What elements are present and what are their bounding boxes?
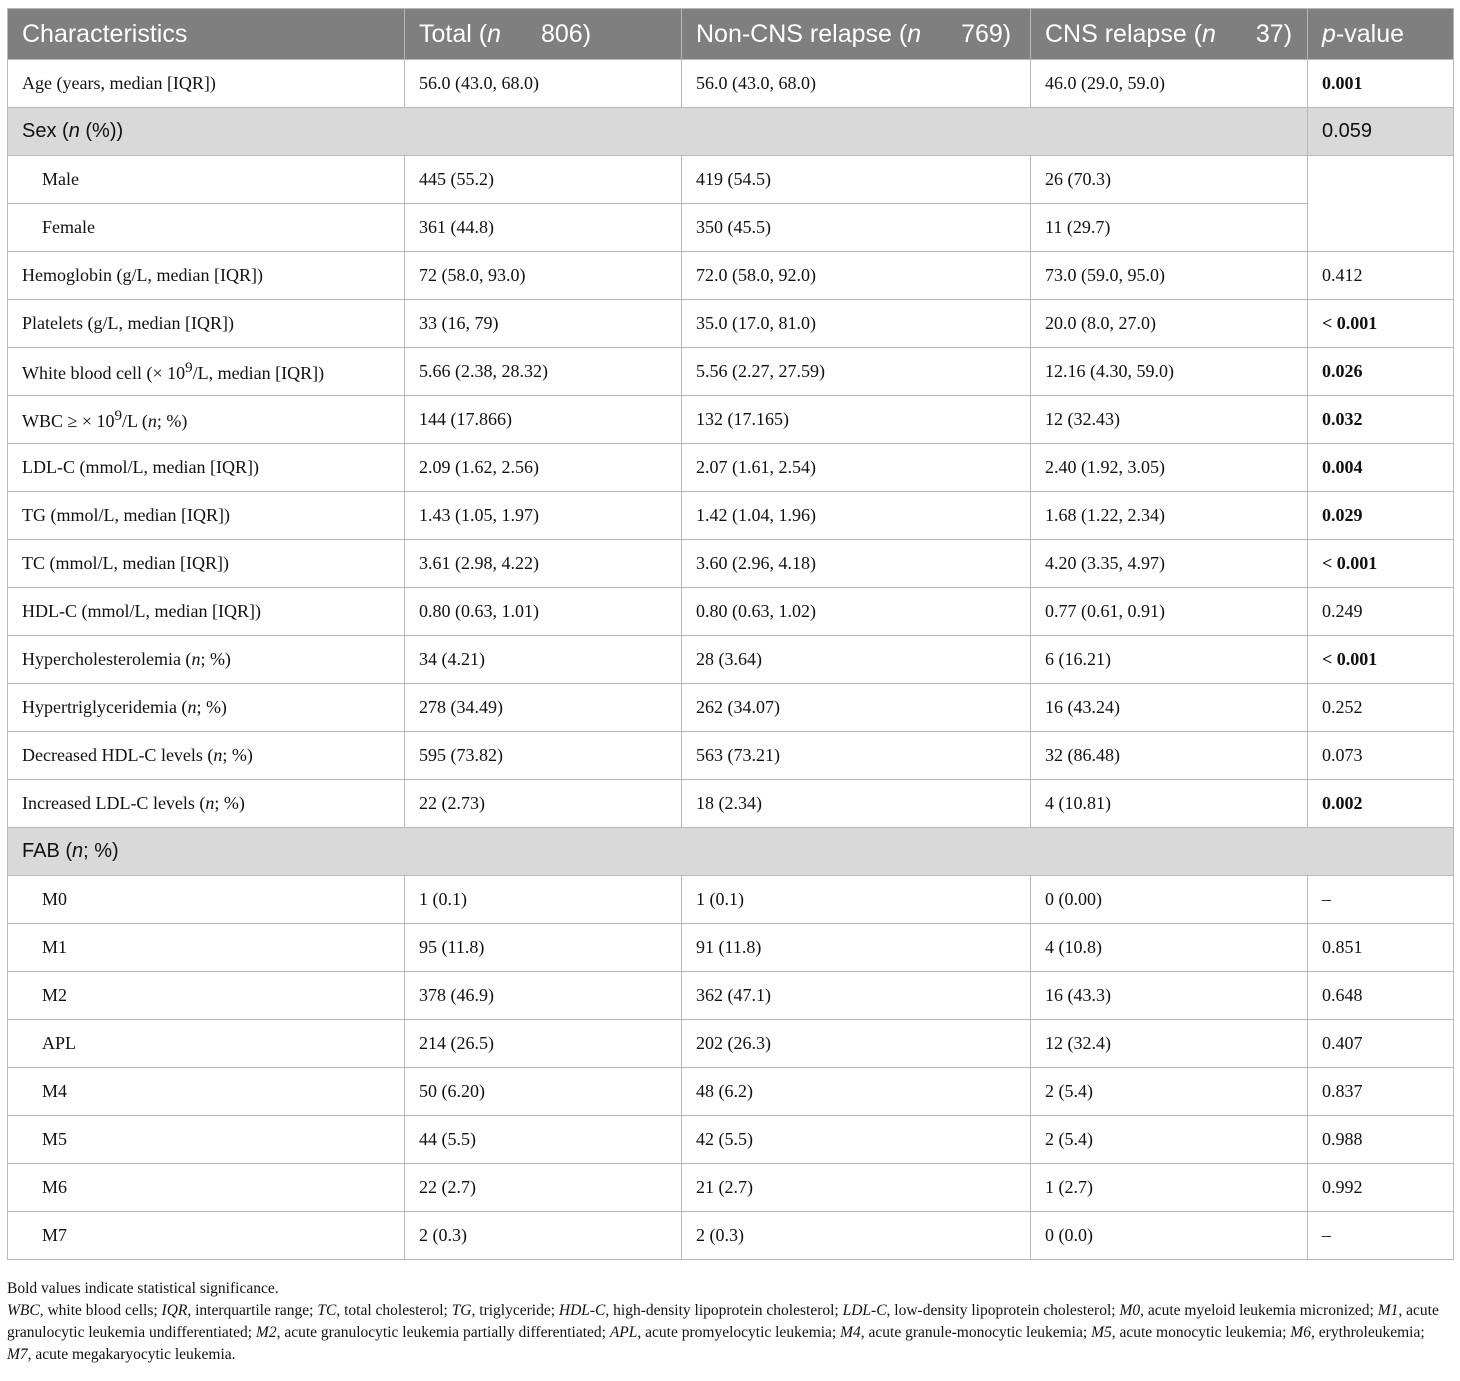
abbr-term: M5 <box>1091 1324 1112 1341</box>
cell-cns: 0 (0.0) <box>1031 1212 1308 1260</box>
cell-total: 214 (26.5) <box>405 1020 682 1068</box>
cell-cns: 0 (0.00) <box>1031 876 1308 924</box>
row-label: Platelets (g/L, median [IQR]) <box>8 300 405 348</box>
table-row <box>8 924 1454 972</box>
abbr-def: , acute myeloid leukemia micronized; <box>1140 1302 1378 1319</box>
table-row <box>8 1020 1454 1068</box>
cell-non-cns: 3.60 (2.96, 4.18) <box>682 540 1031 588</box>
cell-total: 445 (55.2) <box>405 156 682 204</box>
cell-p-value: 0.004 <box>1308 444 1454 492</box>
row-label: Decreased HDL-C levels (n; %) <box>8 732 405 780</box>
table-row <box>8 444 1454 492</box>
cell-total: 5.66 (2.38, 28.32) <box>405 348 682 396</box>
row-label: LDL-C (mmol/L, median [IQR]) <box>8 444 405 492</box>
cell-non-cns: 202 (26.3) <box>682 1020 1031 1068</box>
abbr-def: , low-density lipoprotein cholesterol; <box>886 1302 1120 1319</box>
cell-p-value: 0.992 <box>1308 1164 1454 1212</box>
table-row <box>8 300 1454 348</box>
cell-non-cns: 0.80 (0.63, 1.02) <box>682 588 1031 636</box>
header-non-cns: Non-CNS relapse (n 769) <box>682 9 1031 60</box>
cell-cns: 16 (43.24) <box>1031 684 1308 732</box>
cell-p-value: < 0.001 <box>1308 636 1454 684</box>
cell-p-value: < 0.001 <box>1308 300 1454 348</box>
abbr-def: , interquartile range; <box>187 1302 318 1319</box>
cell-p-value: 0.029 <box>1308 492 1454 540</box>
row-label: HDL-C (mmol/L, median [IQR]) <box>8 588 405 636</box>
row-label: WBC ≥ × $10^9/L$ (n; %) <box>8 396 405 444</box>
cell-p-value: 0.988 <box>1308 1116 1454 1164</box>
table-container <box>7 8 1453 1260</box>
abbr-term: APL <box>609 1324 638 1341</box>
abbr-term: M7 <box>7 1346 28 1363</box>
table-row <box>8 396 1454 444</box>
abbr-def: , acute promyelocytic leukemia; <box>637 1324 841 1341</box>
header-total: Total (n 806) <box>405 9 682 60</box>
cell-total: 144 (17.866) <box>405 396 682 444</box>
table-row <box>8 876 1454 924</box>
header-p-value: p-value <box>1308 9 1454 60</box>
abbreviations-note <box>7 1300 1453 1366</box>
cell-p-value: 0.412 <box>1308 252 1454 300</box>
abbr-term: M6 <box>1290 1324 1312 1341</box>
cell-cns: 4 (10.81) <box>1031 780 1308 828</box>
cell-p-value: 0.032 <box>1308 396 1454 444</box>
table-row <box>8 780 1454 828</box>
cell-non-cns: 2 (0.3) <box>682 1212 1031 1260</box>
table-row <box>8 972 1454 1020</box>
cell-p-value: 0.002 <box>1308 780 1454 828</box>
cell-non-cns: 1 (0.1) <box>682 876 1031 924</box>
row-label: Female <box>8 204 405 252</box>
abbr-term: M1 <box>1377 1302 1399 1319</box>
cell-cns: 46.0 (29.0, 59.0) <box>1031 60 1308 108</box>
cell-non-cns: 5.56 (2.27, 27.59) <box>682 348 1031 396</box>
cell-total: 3.61 (2.98, 4.22) <box>405 540 682 588</box>
cell-non-cns: 72.0 (58.0, 92.0) <box>682 252 1031 300</box>
cell-total: 72 (58.0, 93.0) <box>405 252 682 300</box>
table-row <box>8 492 1454 540</box>
row-label: Hypertriglyceridemia (n; %) <box>8 684 405 732</box>
abbr-term: TG <box>451 1302 472 1319</box>
cell-total: 34 (4.21) <box>405 636 682 684</box>
cell-p-value: 0.249 <box>1308 588 1454 636</box>
table-row <box>8 732 1454 780</box>
cell-non-cns: 362 (47.1) <box>682 972 1031 1020</box>
cell-non-cns: 48 (6.2) <box>682 1068 1031 1116</box>
cell-cns: 20.0 (8.0, 27.0) <box>1031 300 1308 348</box>
abbr-def: , triglyceride; <box>471 1302 559 1319</box>
table-footnotes <box>7 1278 1453 1366</box>
cell-total: 22 (2.7) <box>405 1164 682 1212</box>
row-label: Age (years, median [IQR]) <box>8 60 405 108</box>
cell-cns: 2 (5.4) <box>1031 1068 1308 1116</box>
cell-non-cns: 35.0 (17.0, 81.0) <box>682 300 1031 348</box>
row-label: M6 <box>8 1164 405 1212</box>
row-label: TC (mmol/L, median [IQR]) <box>8 540 405 588</box>
table-row <box>8 1068 1454 1116</box>
cell-non-cns: 42 (5.5) <box>682 1116 1031 1164</box>
table-row <box>8 636 1454 684</box>
cell-total: 22 (2.73) <box>405 780 682 828</box>
abbr-term: IQR <box>161 1302 188 1319</box>
cell-p-value: < 0.001 <box>1308 540 1454 588</box>
cell-cns: 0.77 (0.61, 0.91) <box>1031 588 1308 636</box>
row-label: Male <box>8 156 405 204</box>
cell-cns: 2.40 (1.92, 3.05) <box>1031 444 1308 492</box>
row-label: Increased LDL-C levels (n; %) <box>8 780 405 828</box>
cell-p-value: 0.851 <box>1308 924 1454 972</box>
row-label: Hypercholesterolemia (n; %) <box>8 636 405 684</box>
cell-non-cns: 563 (73.21) <box>682 732 1031 780</box>
group-label: FAB (n; %) <box>8 828 1454 876</box>
cell-total: 1.43 (1.05, 1.97) <box>405 492 682 540</box>
abbr-def: , acute granulocytic leukemia undifferentiated; <box>7 1302 1439 1341</box>
cell-total: 595 (73.82) <box>405 732 682 780</box>
abbr-term: TC <box>317 1302 337 1319</box>
row-label: M0 <box>8 876 405 924</box>
row-label: APL <box>8 1020 405 1068</box>
abbr-term: LDL-C <box>842 1302 887 1319</box>
cell-cns: 73.0 (59.0, 95.0) <box>1031 252 1308 300</box>
cell-cns: 11 (29.7) <box>1031 204 1308 252</box>
row-label: M5 <box>8 1116 405 1164</box>
group-label: Sex (n (%)) <box>8 108 1308 156</box>
cell-p-value: 0.648 <box>1308 972 1454 1020</box>
cell-p-value: 0.252 <box>1308 684 1454 732</box>
characteristics-table <box>7 8 1454 1260</box>
abbr-term: HDL-C <box>558 1302 606 1319</box>
row-label: M7 <box>8 1212 405 1260</box>
row-label: White blood cell (× $10^9/L$, median [IQR]) <box>8 348 405 396</box>
cell-p-value <box>1308 204 1454 252</box>
table-row <box>8 684 1454 732</box>
cell-p-value: 0.059 <box>1308 108 1454 156</box>
table-row <box>8 540 1454 588</box>
cell-p-value <box>1308 156 1454 204</box>
bold-note: Bold values indicate statistical significance. <box>7 1280 279 1297</box>
cell-cns: 1 (2.7) <box>1031 1164 1308 1212</box>
cell-cns: 4 (10.8) <box>1031 924 1308 972</box>
cell-total: 1 (0.1) <box>405 876 682 924</box>
cell-non-cns: 28 (3.64) <box>682 636 1031 684</box>
abbr-def: , acute monocytic leukemia; <box>1111 1324 1291 1341</box>
table-row <box>8 1212 1454 1260</box>
cell-cns: 2 (5.4) <box>1031 1116 1308 1164</box>
cell-total: 2.09 (1.62, 2.56) <box>405 444 682 492</box>
abbr-term: M4 <box>840 1324 861 1341</box>
table-row <box>8 204 1454 252</box>
cell-p-value: 0.073 <box>1308 732 1454 780</box>
table-row <box>8 252 1454 300</box>
cell-total: 2 (0.3) <box>405 1212 682 1260</box>
cell-p-value: 0.001 <box>1308 60 1454 108</box>
abbr-def: , acute granulocytic leukemia partially differentiated; <box>276 1324 610 1341</box>
cell-non-cns: 18 (2.34) <box>682 780 1031 828</box>
abbr-def: , total cholesterol; <box>336 1302 452 1319</box>
cell-p-value: 0.026 <box>1308 348 1454 396</box>
cell-non-cns: 1.42 (1.04, 1.96) <box>682 492 1031 540</box>
table-row <box>8 156 1454 204</box>
cell-cns: 26 (70.3) <box>1031 156 1308 204</box>
cell-non-cns: 21 (2.7) <box>682 1164 1031 1212</box>
cell-non-cns: 91 (11.8) <box>682 924 1031 972</box>
table-row <box>8 60 1454 108</box>
table-row <box>8 1164 1454 1212</box>
row-label: Hemoglobin (g/L, median [IQR]) <box>8 252 405 300</box>
header-cns: CNS relapse (n 37) <box>1031 9 1308 60</box>
cell-total: 361 (44.8) <box>405 204 682 252</box>
cell-total: 44 (5.5) <box>405 1116 682 1164</box>
table-row <box>8 588 1454 636</box>
header-row <box>8 9 1454 60</box>
abbr-def: , erythroleukemia; <box>1311 1324 1425 1341</box>
cell-total: 95 (11.8) <box>405 924 682 972</box>
cell-total: 50 (6.20) <box>405 1068 682 1116</box>
row-label: TG (mmol/L, median [IQR]) <box>8 492 405 540</box>
abbr-def: , acute megakaryocytic leukemia. <box>27 1346 236 1363</box>
cell-total: 56.0 (43.0, 68.0) <box>405 60 682 108</box>
table-row <box>8 348 1454 396</box>
cell-cns: 6 (16.21) <box>1031 636 1308 684</box>
abbr-def: , high-density lipoprotein cholesterol; <box>605 1302 843 1319</box>
cell-cns: 12 (32.4) <box>1031 1020 1308 1068</box>
cell-total: 0.80 (0.63, 1.01) <box>405 588 682 636</box>
cell-p-value: – <box>1308 876 1454 924</box>
cell-cns: 12 (32.43) <box>1031 396 1308 444</box>
cell-non-cns: 2.07 (1.61, 2.54) <box>682 444 1031 492</box>
cell-total: 278 (34.49) <box>405 684 682 732</box>
cell-p-value: 0.407 <box>1308 1020 1454 1068</box>
cell-non-cns: 262 (34.07) <box>682 684 1031 732</box>
table-row <box>8 1116 1454 1164</box>
cell-p-value: 0.837 <box>1308 1068 1454 1116</box>
abbr-term: M0 <box>1119 1302 1141 1319</box>
abbr-term: WBC <box>7 1302 40 1319</box>
cell-p-value: – <box>1308 1212 1454 1260</box>
cell-total: 33 (16, 79) <box>405 300 682 348</box>
abbr-def: , white blood cells; <box>39 1302 162 1319</box>
cell-cns: 1.68 (1.22, 2.34) <box>1031 492 1308 540</box>
cell-cns: 4.20 (3.35, 4.97) <box>1031 540 1308 588</box>
cell-non-cns: 350 (45.5) <box>682 204 1031 252</box>
abbr-term: M2 <box>255 1324 277 1341</box>
cell-cns: 12.16 (4.30, 59.0) <box>1031 348 1308 396</box>
cell-cns: 32 (86.48) <box>1031 732 1308 780</box>
cell-non-cns: 419 (54.5) <box>682 156 1031 204</box>
cell-non-cns: 132 (17.165) <box>682 396 1031 444</box>
group-row-fab <box>8 828 1454 876</box>
abbr-def: , acute granule-monocytic leukemia; <box>860 1324 1092 1341</box>
header-characteristics: Characteristics <box>8 9 405 60</box>
row-label: M1 <box>8 924 405 972</box>
cell-total: 378 (46.9) <box>405 972 682 1020</box>
cell-non-cns: 56.0 (43.0, 68.0) <box>682 60 1031 108</box>
row-label: M2 <box>8 972 405 1020</box>
cell-cns: 16 (43.3) <box>1031 972 1308 1020</box>
group-row-sex <box>8 108 1454 156</box>
row-label: M4 <box>8 1068 405 1116</box>
